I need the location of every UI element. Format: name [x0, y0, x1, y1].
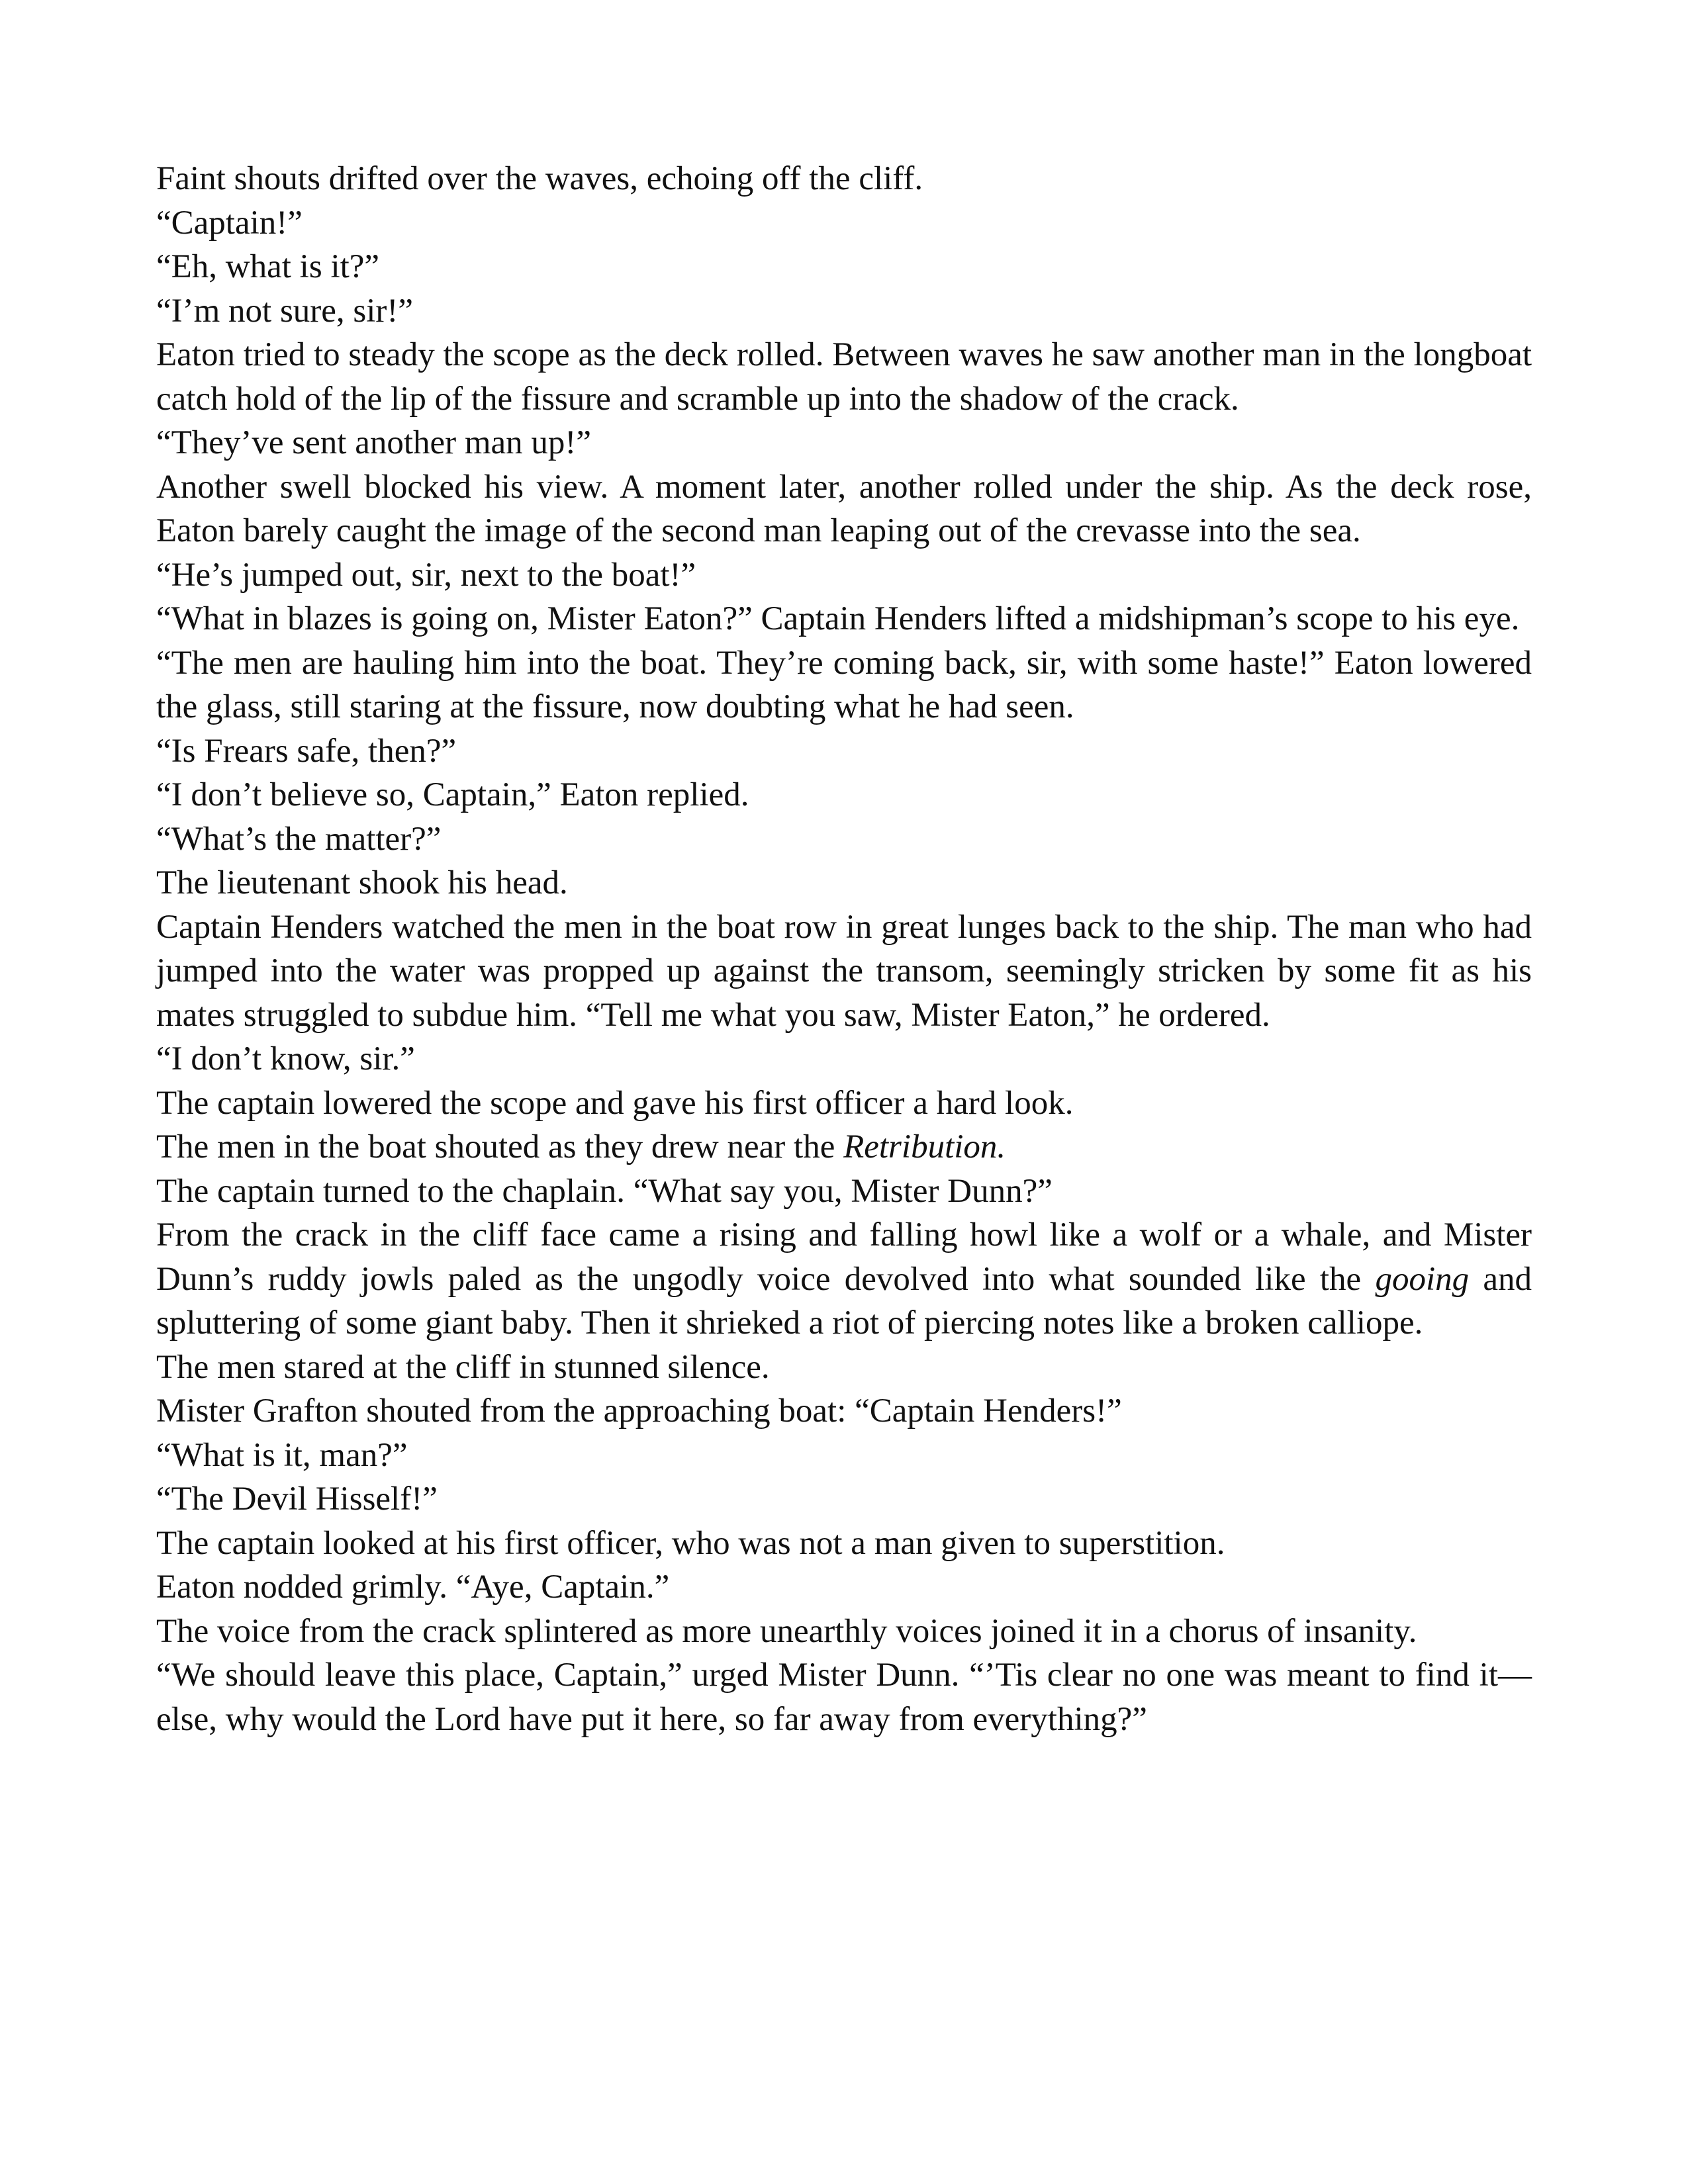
ship-name-italic: Retribution.	[843, 1128, 1006, 1165]
paragraph: “What’s the matter?”	[156, 820, 442, 858]
paragraph: “Eh, what is it?”	[156, 248, 380, 285]
paragraph: Captain Henders watched the men in the boat row in great lunges back to the ship. The man who had jumped into the water was propped up against the transom, seemingly stricken by some fit as his mates struggled to subdue him. “Tell me what you saw, Mister Eaton,” he ordered.	[156, 908, 1532, 1034]
paragraph: “They’ve sent another man up!”	[156, 424, 592, 461]
paragraph: The lieutenant shook his head.	[156, 864, 568, 901]
paragraph: The captain looked at his first officer, who was not a man given to superstition.	[156, 1524, 1225, 1562]
paragraph: Another swell blocked his view. A moment later, another rolled under the ship. As the deck rose, Eaton barely caught the image of the second man leaping out of the crevasse into the sea.	[156, 468, 1532, 549]
paragraph-text: and spluttering of some giant baby. Then it shrieked a riot of piercing notes like a broken calliope.	[156, 1260, 1532, 1342]
paragraph: “I’m not sure, sir!”	[156, 292, 414, 330]
body-text	[156, 157, 1532, 1741]
paragraph: The men stared at the cliff in stunned silence.	[156, 1348, 770, 1386]
paragraph	[156, 1213, 1532, 1345]
paragraph: “I don’t know, sir.”	[156, 1040, 415, 1077]
paragraph: “The Devil Hisself!”	[156, 1480, 438, 1518]
paragraph: Eaton nodded grimly. “Aye, Captain.”	[156, 1569, 670, 1606]
paragraph: The captain turned to the chaplain. “What say you, Mister Dunn?”	[156, 1172, 1053, 1210]
paragraph: The captain lowered the scope and gave his first officer a hard look.	[156, 1084, 1074, 1122]
paragraph: “We should leave this place, Captain,” urged Mister Dunn. “’Tis clear no one was meant to find it—else, why would the Lord have put it here, so far away from everything?”	[156, 1657, 1532, 1738]
paragraph: “What is it, man?”	[156, 1436, 408, 1474]
paragraph: Faint shouts drifted over the waves, echoing off the cliff.	[156, 160, 923, 197]
paragraph	[156, 1125, 1532, 1169]
paragraph: “What in blazes is going on, Mister Eaton?” Captain Henders lifted a midshipman’s scope to his eye.	[156, 600, 1520, 637]
paragraph: Mister Grafton shouted from the approaching boat: “Captain Henders!”	[156, 1392, 1122, 1430]
paragraph: “I don’t believe so, Captain,” Eaton replied.	[156, 776, 749, 813]
paragraph-text: The men in the boat shouted as they drew near the	[156, 1128, 844, 1165]
paragraph: Eaton tried to steady the scope as the deck rolled. Between waves he saw another man in the longboat catch hold of the lip of the fissure and scramble up into the shadow of the crack.	[156, 336, 1532, 418]
paragraph-text: From the crack in the cliff face came a rising and falling howl like a wolf or a whale, and Mister Dunn’s ruddy jowls paled as the ungodly voice devolved into what sounded like the	[156, 1216, 1532, 1298]
emphasis-italic: gooing	[1375, 1260, 1470, 1298]
paragraph: “Captain!”	[156, 204, 303, 242]
paragraph: “The men are hauling him into the boat. They’re coming back, sir, with some haste!” Eaton lowered the glass, still staring at the fissure, now doubting what he had seen.	[156, 644, 1532, 725]
paragraph: “Is Frears safe, then?”	[156, 732, 457, 770]
paragraph: “He’s jumped out, sir, next to the boat!”	[156, 556, 696, 594]
paragraph: The voice from the crack splintered as more unearthly voices joined it in a chorus of insanity.	[156, 1612, 1417, 1650]
